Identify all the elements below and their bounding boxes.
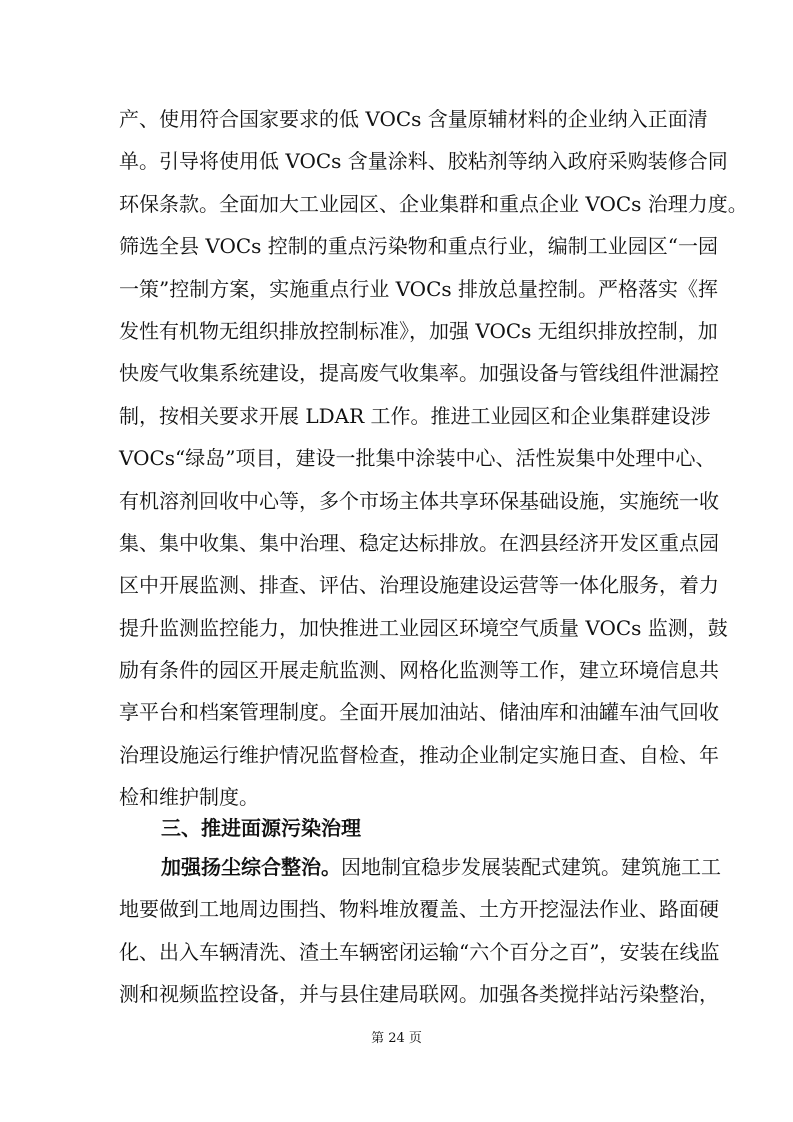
text-line-first (119, 846, 721, 888)
paragraph-lead-bold: 加强扬尘综合整治。 (161, 855, 341, 879)
text-line: 治理设施运行维护情况监督检查，推动企业制定实施日查、自检、年 (119, 742, 719, 767)
text-line: 筛选全县 VOCs 控制的重点污染物和重点行业，编制工业园区“一园 (119, 234, 718, 259)
section-heading: 三、推进面源污染治理 (161, 816, 361, 840)
text-line: 产、使用符合国家要求的低 VOCs 含量原辅材料的企业纳入正面清 (119, 107, 708, 131)
paragraph-lead-rest: 因地制宜稳步发展装配式建筑。建筑施工工 (341, 855, 721, 879)
text-line: VOCs“绿岛”项目，建设一批集中涂装中心、活性炭集中处理中心、 (119, 446, 716, 471)
paragraph-vocs (119, 98, 748, 819)
text-line: 发性有机物无组织排放控制标准》，加强 VOCs 无组织排放控制，加 (119, 318, 718, 343)
text-line: 提升监测监控能力，加快推进工业园区环境空气质量 VOCs 监测，鼓 (119, 615, 728, 640)
page-number: 第 24 页 (371, 1031, 422, 1046)
text-line: 环保条款。全面加大工业园区、企业集群和重点企业 VOCs 治理力度。 (119, 191, 748, 216)
text-line: 有机溶剂回收中心等，多个市场主体共享环保基础设施，实施统一收 (119, 488, 719, 513)
text-line: 地要做到工地周边围挡、物料堆放覆盖、土方开挖湿法作业、路面硬 (119, 897, 719, 922)
text-line: 一策”控制方案，实施重点行业 VOCs 排放总量控制。严格落实《挥 (119, 276, 718, 301)
text-line: 化、出入车辆清洗、渣土车辆密闭运输“六个百分之百”，安装在线监 (119, 939, 720, 964)
text-line: 享平台和档案管理制度。全面开展加油站、储油库和油罐车油气回收 (119, 700, 719, 725)
text-line: 快废气收集系统建设，提高废气收集率。加强设备与管线组件泄漏控 (119, 361, 719, 386)
text-line: 检和维护制度。 (119, 785, 259, 810)
text-line: 励有条件的园区开展走航监测、网格化监测等工作，建立环境信息共 (119, 658, 719, 683)
text-line: 测和视频监控设备，并与县住建局联网。加强各类搅拌站污染整治， (119, 982, 719, 1007)
text-line: 区中开展监测、排查、评估、治理设施建设运营等一体化服务，着力 (119, 573, 719, 598)
paragraph-dust-control (119, 846, 721, 1016)
text-line: 制，按相关要求开展 LDAR 工作。推进工业园区和企业集群建设涉 (119, 403, 711, 428)
text-line: 集、集中收集、集中治理、稳定达标排放。在泗县经济开发区重点园 (119, 530, 719, 555)
text-line: 单。引导将使用低 VOCs 含量涂料、胶粘剂等纳入政府采购装修合同 (119, 149, 728, 174)
